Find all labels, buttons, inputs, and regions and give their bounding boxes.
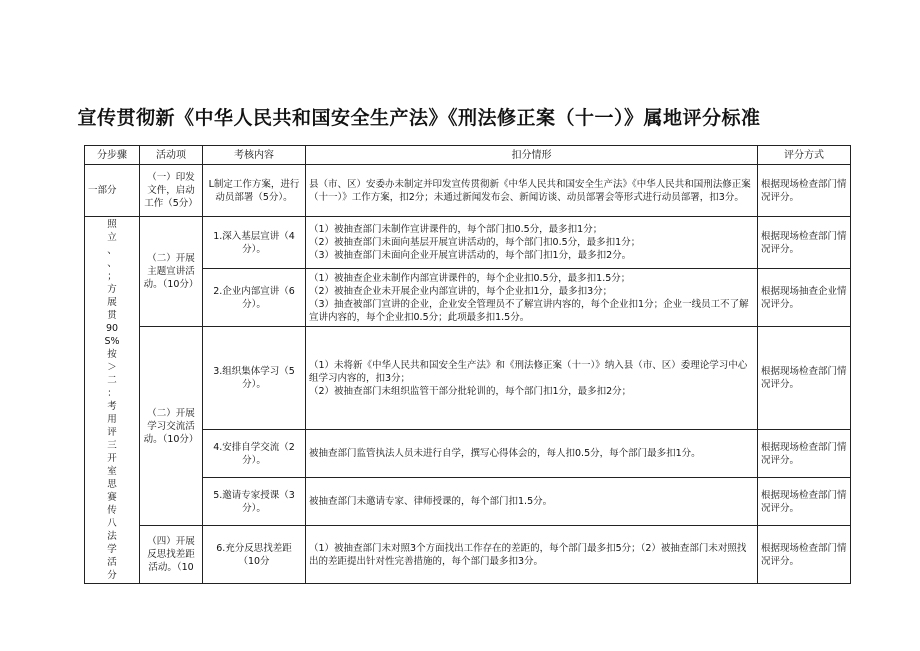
table-row [85,526,851,584]
header-step: 分步骤 [85,146,140,165]
method-cell: 根据现场检查部门情况评分。 [758,526,851,584]
stage-cell: 一部分 [85,165,140,217]
deduction-cell: （1）未将新《中华人民共和国安全生产法》和《刑法修正案（十一）》纳入县（市、区）委理论学习中心组学习内容的，扣3分； （2）被抽查部门未组织监管干部分批轮训的，每个部门扣1分，最多扣2分； [306,327,758,430]
header-activity: 活动项 [140,146,203,165]
content-cell: 3.组织集体学习（5分）。 [203,327,306,430]
table-row [85,165,851,217]
content-cell: 2.企业内部宣讲（6分）。 [203,269,306,327]
deduction-cell: （1）被抽查部门未制作宣讲课件的，每个部门扣0.5分，最多扣1分； （2）被抽查部门未面向基层开展宣讲活动的，每个部门扣0.5分，最多扣1分； （3）被抽查部门未面向企业开展宣讲活动的，每个部门扣1分，最多扣2分。 [306,217,758,269]
content-cell: 5.邀请专家授课（3分）。 [203,478,306,526]
content-cell: 6.充分反思找差距（10分 [203,526,306,584]
content-cell: 4.安排自学交流（2分）。 [203,430,306,478]
method-cell: 根据现场抽查企业情况评分。 [758,269,851,327]
header-deduction: 扣分情形 [306,146,758,165]
content-cell: L制定工作方案，进行动员部署（5分）。 [203,165,306,217]
header-content: 考核内容 [203,146,306,165]
deduction-cell: 县（市、区）安委办未制定并印发宣传贯彻新《中华人民共和国安全生产法》《中华人民共和国刑法修正案（十一）》工作方案，扣2分；未通过新闻发布会、新闻访谈、动员部署会等形式进行动员部署，扣3分。 [306,165,758,217]
deduction-cell: 被抽查部门未邀请专家、律师授课的，每个部门扣1.5分。 [306,478,758,526]
activity-cell: （二）开展主题宣讲活动。（10分） [140,217,203,327]
method-cell: 根据现场检查部门情况评分。 [758,165,851,217]
table-row [85,217,851,269]
method-cell: 根据现场检查部门情况评分。 [758,217,851,269]
activity-cell: （四）开展反思找差距活动。（10 [140,526,203,584]
content-cell: 1.深入基层宣讲（4分）。 [203,217,306,269]
table-header-row [85,146,851,165]
activity-cell: （一）印发文件，启动工作（5分） [140,165,203,217]
activity-cell: （二）开展学习交流活动。（10分） [140,327,203,526]
method-cell: 根据现场检查部门情况评分。 [758,327,851,430]
scoring-table [84,145,851,584]
deduction-cell: （1）被抽查部门未对照3个方面找出工作存在的差距的，每个部门最多扣5分；（2）被抽查部门未对照找出的差距提出针对性完善措施的，每个部门最多扣3分。 [306,526,758,584]
page-title: 宣传贯彻新《中华人民共和国安全生产法》《刑法修正案（十一）》属地评分标准 [77,107,761,129]
header-method: 评分方式 [758,146,851,165]
method-cell: 根据现场检查部门情况评分。 [758,478,851,526]
table-row [85,327,851,430]
stage-2-cell: 照 立 、 、 ； 方 展 贯 90 S% 按 ＞ 二 ： 考 用 评 三 开 室 思 赛 传 八 法 学 活 分 [85,217,140,584]
deduction-cell: 被抽查部门监管执法人员未进行自学，撰写心得体会的，每人扣0.5分，每个部门最多扣1分。 [306,430,758,478]
deduction-cell: （1）被抽查企业未制作内部宣讲课件的，每个企业扣0.5分，最多扣1.5分； （2）被抽查企业未开展企业内部宣讲的，每个企业扣1分，最多扣3分； （3）抽查被部门宣讲的企业，企业安全管理员不了解宣讲内容的，每个企业扣1分；企业一线员工不了解宣讲内容的，每个企业扣0.5分；此项最多扣1.5分。 [306,269,758,327]
method-cell: 根据现场检查部门情况评分。 [758,430,851,478]
